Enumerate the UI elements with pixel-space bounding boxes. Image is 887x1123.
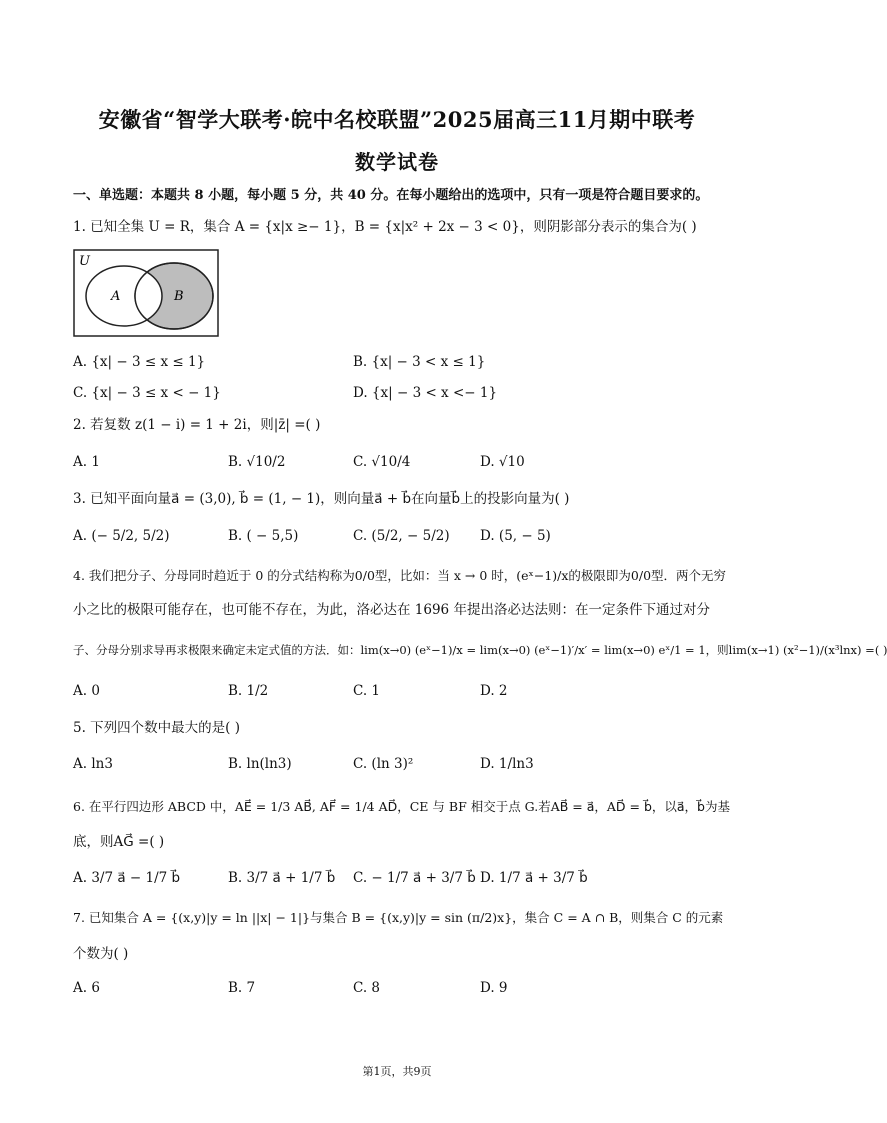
q4-option-c: C. 1 — [353, 683, 381, 699]
venn-set-a-label: A — [111, 289, 121, 304]
question-4-line-3: 子、分母分别求导再求极限来确定未定式值的方法．如：lim(x→0) (eˣ−1)/x = lim(x→0) (eˣ−1)′/x′ = lim(x→0) eˣ/1 = 1，则lim(x→1) (x²−1)/(x³lnx) =( ) — [73, 643, 887, 657]
q3-option-a: A. (− 5/2, 5/2) — [73, 528, 170, 544]
q7-option-c: C. 8 — [353, 980, 381, 996]
venn-set-b-label: B — [174, 289, 184, 304]
question-1-stem: 1. 已知全集 U = R，集合 A = {x|x ≥− 1}，B = {x|x² + 2x − 3 < 0}，则阴影部分表示的集合为( ) — [73, 219, 697, 235]
q3-option-c: C. (5/2, − 5/2) — [353, 528, 450, 544]
q5-option-a: A. ln3 — [73, 756, 113, 772]
q6-option-a: A. 3/7 a⃗ − 1/7 b⃗ — [73, 870, 181, 886]
q1-option-d: D. {x| − 3 < x <− 1} — [353, 385, 498, 401]
q3-option-d: D. (5, − 5) — [480, 528, 551, 544]
question-3-stem: 3. 已知平面向量a⃗ = (3,0), b⃗ = (1, − 1)，则向量a⃗ + b⃗在向量b⃗上的投影向量为( ) — [73, 491, 570, 507]
q2-option-c: C. √10/4 — [353, 454, 411, 470]
q4-option-a: A. 0 — [73, 683, 100, 699]
q6-option-c: C. − 1/7 a⃗ + 3/7 b⃗ — [353, 870, 476, 886]
question-7-line-2: 个数为( ) — [73, 946, 129, 962]
q5-option-c: C. (ln 3)² — [353, 756, 414, 772]
question-4-line-1: 4. 我们把分子、分母同时趋近于 0 的分式结构称为0/0型，比如：当 x → 0 时，(eˣ−1)/x的极限即为0/0型．两个无穷 — [73, 568, 727, 583]
venn-universe-label: U — [79, 254, 90, 269]
q7-option-a: A. 6 — [73, 980, 100, 996]
question-7-line-1: 7. 已知集合 A = {(x,y)|y = ln ||x| − 1|}与集合 B = {(x,y)|y = sin (π/2)x}，集合 C = A ∩ B，则集合 C 的元素 — [73, 910, 724, 925]
q7-option-d: D. 9 — [480, 980, 508, 996]
q3-option-b: B. ( − 5,5) — [228, 528, 299, 544]
page-footer: 第1页，共9页 — [362, 1065, 432, 1078]
q4-option-d: D. 2 — [480, 683, 508, 699]
question-5-stem: 5. 下列四个数中最大的是( ) — [73, 720, 240, 736]
section-heading: 一、单选题：本题共 8 小题，每小题 5 分，共 40 分。在每小题给出的选项中，只有一项是符合题目要求的。 — [73, 188, 709, 203]
q7-option-b: B. 7 — [228, 980, 256, 996]
page-title: 安徽省“智学大联考·皖中名校联盟”2025届高三11月期中联考 — [98, 107, 696, 132]
q6-option-d: D. 1/7 a⃗ + 3/7 b⃗ — [480, 870, 588, 886]
q5-option-b: B. ln(ln3) — [228, 756, 292, 772]
q4-option-b: B. 1/2 — [228, 683, 269, 699]
page-subtitle: 数学试卷 — [355, 150, 439, 174]
question-4-line-2: 小之比的极限可能存在，也可能不存在，为此，洛必达在 1696 年提出洛必达法则：在一定条件下通过对分 — [73, 602, 710, 618]
q2-option-d: D. √10 — [480, 454, 525, 470]
q2-option-b: B. √10/2 — [228, 454, 286, 470]
q2-option-a: A. 1 — [73, 454, 100, 470]
q1-option-c: C. {x| − 3 ≤ x < − 1} — [73, 385, 221, 401]
q6-option-b: B. 3/7 a⃗ + 1/7 b⃗ — [228, 870, 336, 886]
question-2-stem: 2. 若复数 z(1 − i) = 1 + 2i，则|z̄| =( ) — [73, 417, 321, 433]
q1-option-b: B. {x| − 3 < x ≤ 1} — [353, 354, 486, 370]
venn-diagram — [73, 249, 219, 337]
question-6-line-1: 6. 在平行四边形 ABCD 中，AE⃗ = 1/3 AB⃗, AF⃗ = 1/4 AD⃗，CE 与 BF 相交于点 G.若AB⃗ = a⃗，AD⃗ = b⃗，以a⃗，b⃗为基 — [73, 799, 730, 814]
question-6-line-2: 底，则AG⃗ =( ) — [73, 834, 165, 850]
q5-option-d: D. 1/ln3 — [480, 756, 534, 772]
q1-option-a: A. {x| − 3 ≤ x ≤ 1} — [73, 354, 206, 370]
